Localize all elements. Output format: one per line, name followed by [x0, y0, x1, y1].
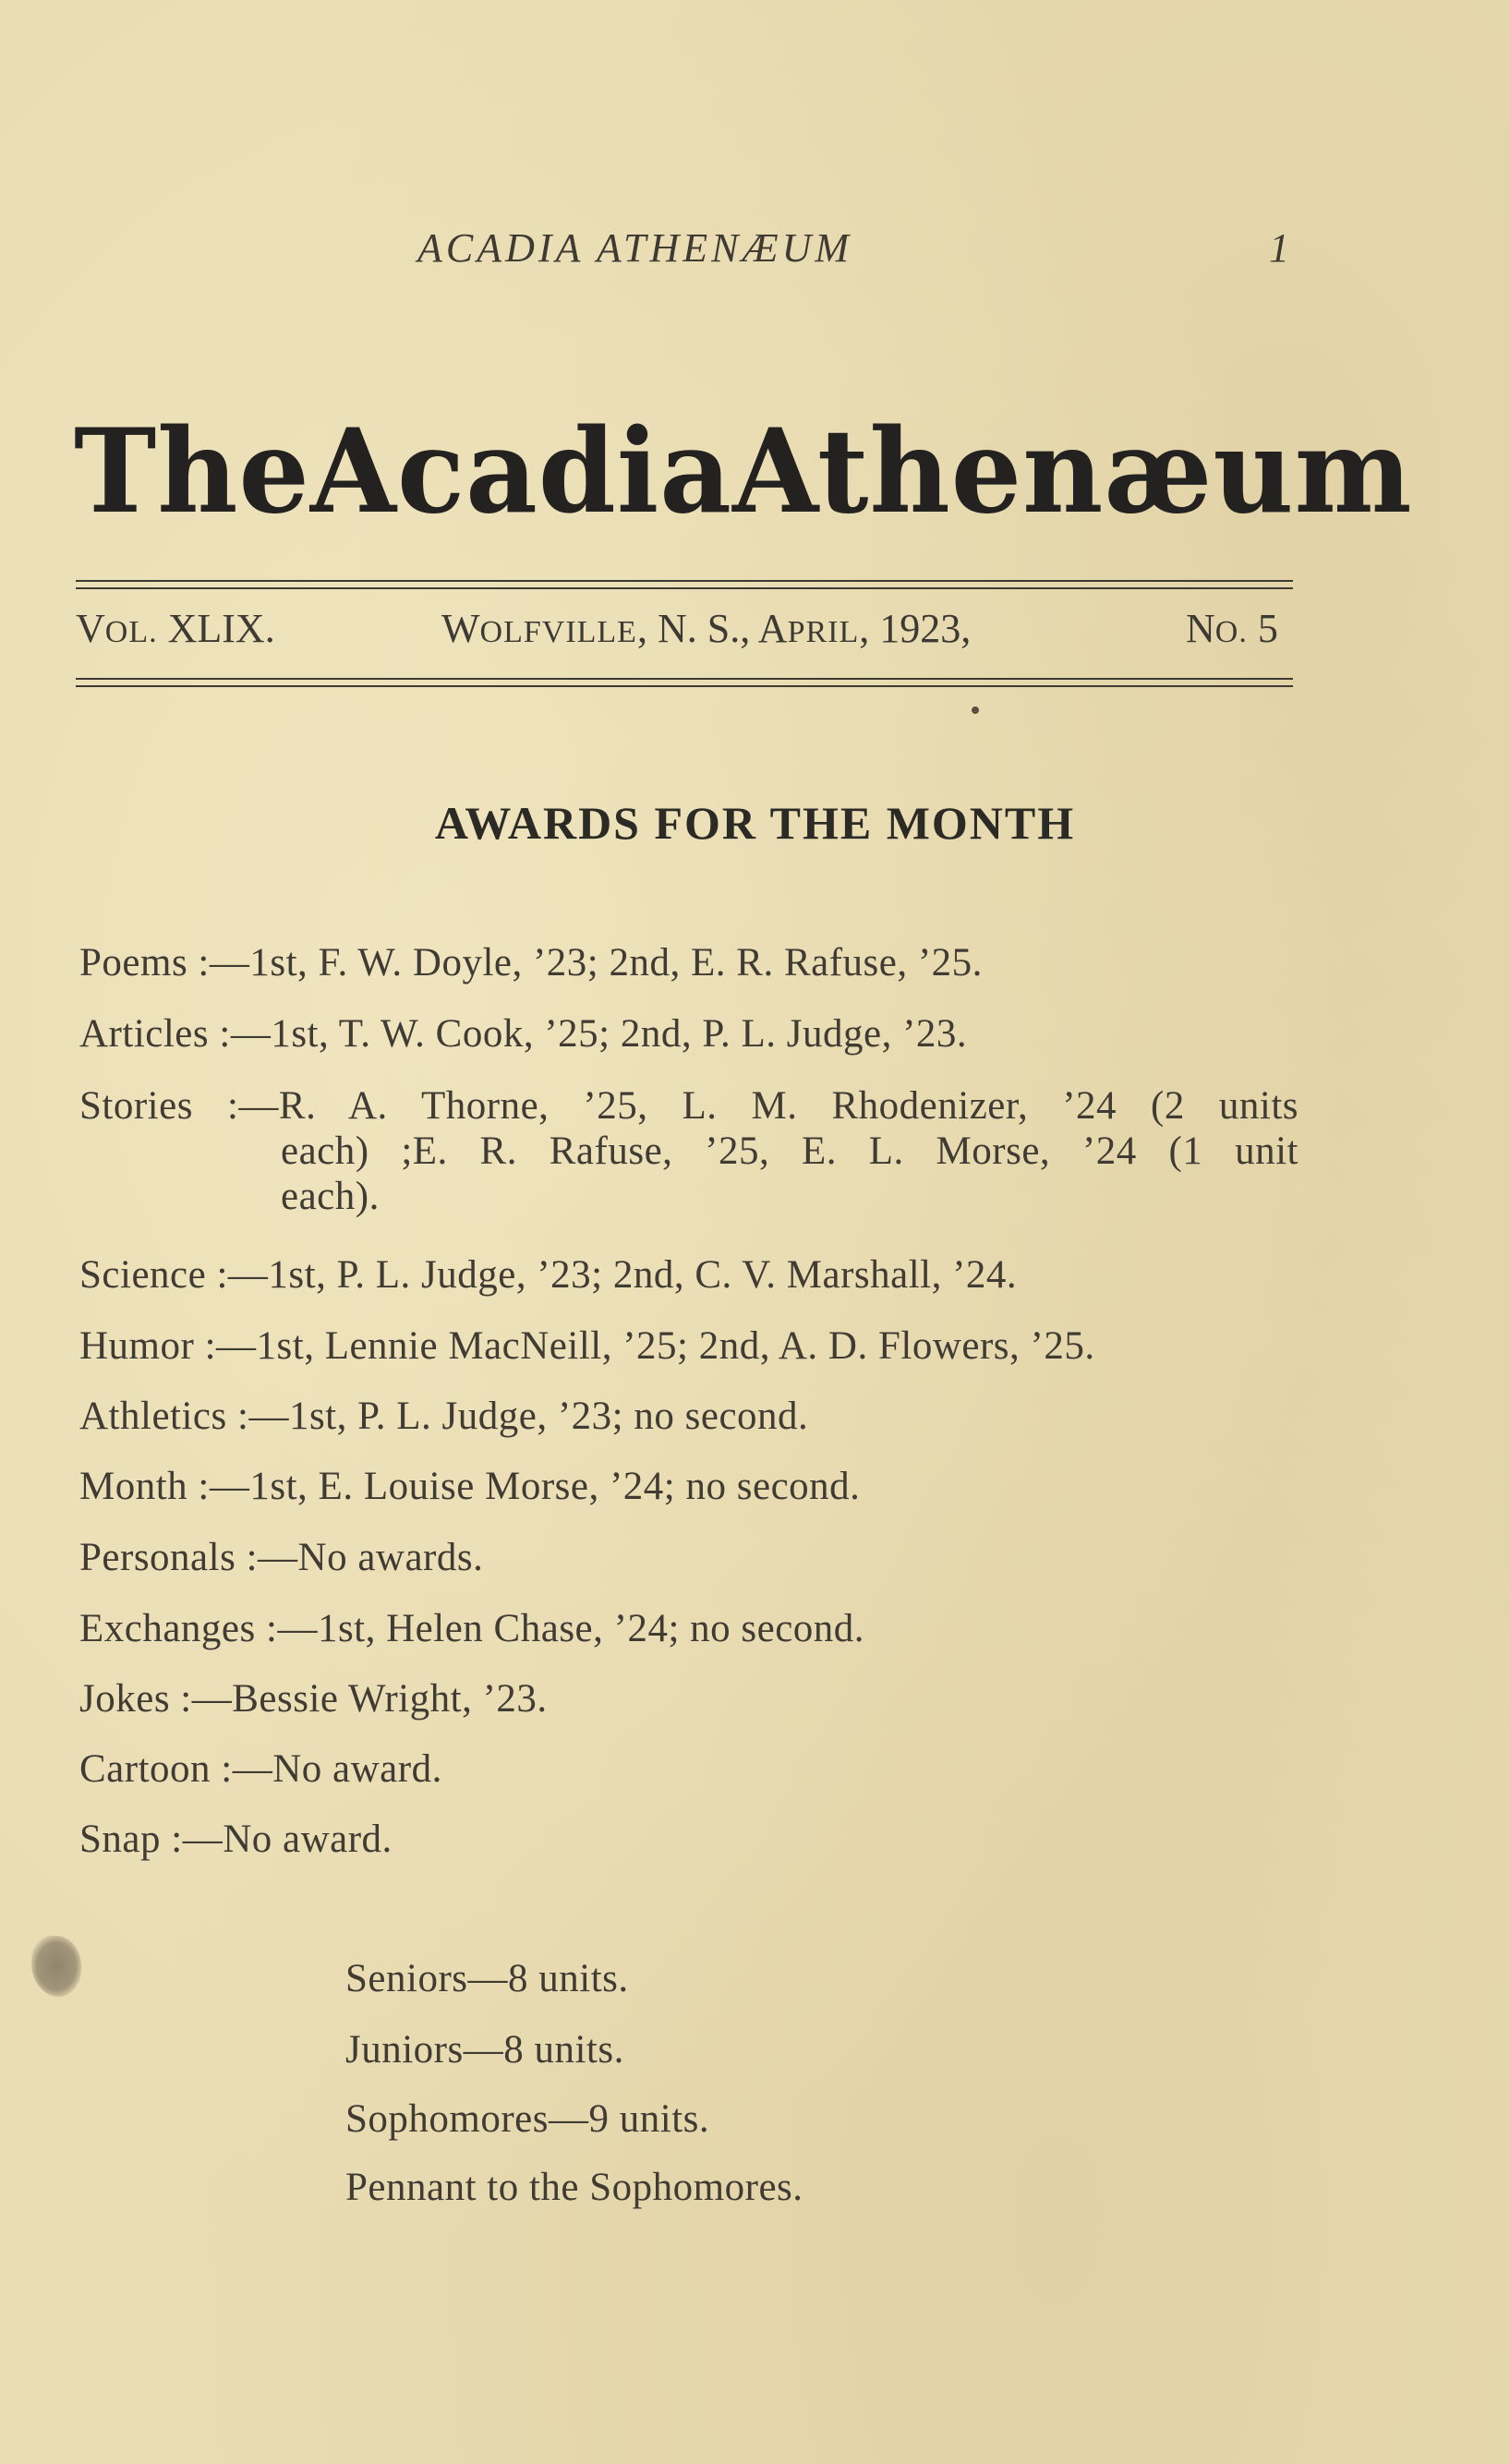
place-date — [441, 605, 971, 652]
section-heading: AWARDS FOR THE MONTH — [434, 797, 1076, 849]
masthead-word-1: The — [74, 403, 310, 540]
issue-year: , 1923, — [859, 606, 972, 651]
volume-prefix-small: OL. — [104, 615, 158, 649]
award-science: Science :—1st, P. L. Judge, ’23; 2nd, C. V. Marshall, ’24. — [79, 1253, 1018, 1297]
month-initial: A — [757, 606, 788, 651]
masthead-word-3: Athenæum — [732, 403, 1413, 540]
ink-speck — [972, 707, 979, 714]
number-small: O. — [1214, 615, 1248, 649]
volume-prefix: V — [76, 606, 105, 651]
award-personals: Personals :—No awards. — [79, 1536, 484, 1579]
page-number: 1 — [1269, 225, 1289, 271]
volume-number: XLIX. — [167, 606, 275, 651]
issue-number — [1186, 605, 1278, 652]
award-snap: Snap :—No award. — [79, 1818, 393, 1861]
award-cartoon: Cartoon :—No award. — [79, 1747, 442, 1791]
month-rest: PRIL — [787, 615, 860, 649]
award-stories — [79, 1083, 1299, 1219]
masthead-title — [74, 403, 1413, 540]
total-juniors: Juniors—8 units. — [345, 2028, 624, 2071]
pennant-result: Pennant to the Sophomores. — [345, 2166, 803, 2209]
masthead-rule-top — [76, 580, 1293, 582]
award-jokes: Jokes :—Bessie Wright, ’23. — [79, 1677, 548, 1721]
total-seniors: Seniors—8 units. — [345, 1957, 629, 2000]
place-rest: OLFVILLE — [479, 615, 637, 649]
award-month: Month :—1st, E. Louise Morse, ’24; no second. — [79, 1465, 861, 1508]
masthead-rule-top-inner — [76, 587, 1293, 589]
award-stories-line-3: each). — [281, 1175, 380, 1218]
award-exchanges: Exchanges :—1st, Helen Chase, ’24; no second. — [79, 1607, 865, 1650]
award-poems: Poems :—1st, F. W. Doyle, ’23; 2nd, E. R. Rafuse, ’25. — [79, 941, 983, 984]
award-athletics: Athletics :—1st, P. L. Judge, ’23; no second. — [79, 1395, 809, 1438]
place-suffix: , N. S., — [636, 606, 758, 651]
running-title: ACADIA ATHENÆUM — [417, 225, 853, 271]
award-stories-line-1: Stories :—R. A. Thorne, ’25, L. M. Rhodenizer, ’24 (2 units — [79, 1084, 1299, 1128]
award-stories-line-2: each) ;E. R. Rafuse, ’25, E. L. Morse, ’24 (1 unit — [281, 1129, 1299, 1173]
paper-stain — [31, 1936, 81, 1997]
award-articles: Articles :—1st, T. W. Cook, ’25; 2nd, P. L. Judge, ’23. — [79, 1012, 968, 1056]
place-initial: W — [441, 606, 480, 651]
masthead-rule-bottom — [76, 678, 1293, 680]
number-value: 5 — [1257, 606, 1278, 651]
total-sophomores: Sophomores—9 units. — [345, 2097, 710, 2141]
masthead-word-2: Acadia — [309, 403, 733, 540]
volume-label — [76, 605, 275, 652]
award-humor: Humor :—1st, Lennie MacNeill, ’25; 2nd, A. D. Flowers, ’25. — [79, 1324, 1095, 1368]
masthead-rule-bottom-inner — [76, 685, 1293, 687]
number-initial: N — [1186, 606, 1215, 651]
